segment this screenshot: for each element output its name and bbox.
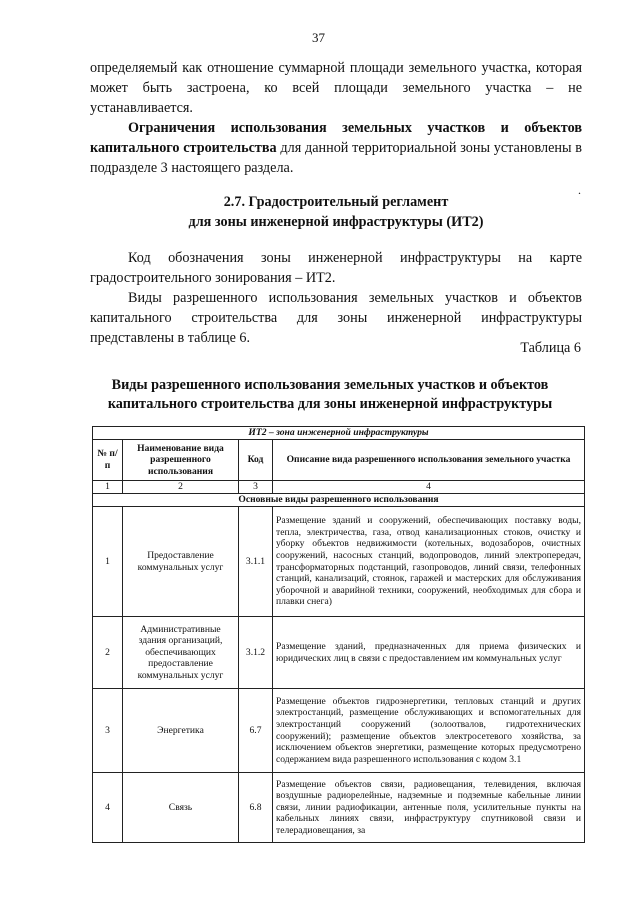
row-num: 3 xyxy=(93,689,123,773)
row-num: 2 xyxy=(93,617,123,689)
intro-paragraph: определяемый как отношение суммарной площади земельного участка, которая может быть застроена, ко всей площади земельного участка – не устанавливается. xyxy=(90,60,582,116)
code-paragraph: Код обозначения зоны инженерной инфраструктуры на карте градостроительного зонирования – ИТ2. xyxy=(90,250,582,286)
table-row xyxy=(93,507,585,617)
row-desc: Размещение объектов связи, радиовещания, телевидения, включая воздушные радиорелейные, надземные и подземные кабельные линии связи, линии радиофикации, антенные поля, усилительные пункты на кабельных линиях связи, инфраструктуру спутниковой связи и телерадиовещания, за xyxy=(273,773,585,843)
row-desc: Размещение объектов гидроэнергетики, тепловых станций и других электростанций, размещение обслуживающих и вспомогательных для электростанций сооружений (золоотвалов, гидротехнических сооружений); размещение объектов электросетевого хозяйства, за исключением объектов энергетики, размещение которых предусмотрено содержанием вида разрешенного использования с кодом 3.1 xyxy=(273,689,585,773)
row-name: Связь xyxy=(123,773,239,843)
section-heading-line1: 2.7. Градостроительный регламент xyxy=(223,194,449,210)
row-desc: Размещение зданий и сооружений, обеспечивающих поставку воды, тепла, электричества, газа, отвод канализационных стоков, очистку и уборку объектов недвижимости (котельных, водозаборов, очистных сооружений, насосных станций, водопроводов, линий электропередач, трансформаторных подстанций, газопроводов, линий связи, телефонных станций, канализаций, стоянок, гаражей и мастерских для обслуживания уборочной и аварийной техники, сооружений, необходимых для сбора и плавки снега) xyxy=(273,507,585,617)
table-row xyxy=(93,617,585,689)
col-number-2: 2 xyxy=(123,481,239,494)
row-code: 6.8 xyxy=(239,773,273,843)
row-code: 3.1.2 xyxy=(239,617,273,689)
regulation-table xyxy=(92,426,585,843)
zone-header: ИТ2 – зона инженерной инфраструктуры xyxy=(93,427,585,440)
header-desc: Описание вида разрешенного использования земельного участка xyxy=(273,440,585,481)
header-code: Код xyxy=(239,440,273,481)
row-num: 4 xyxy=(93,773,123,843)
restrictions-paragraph xyxy=(90,118,582,178)
table-row xyxy=(93,773,585,843)
row-num: 1 xyxy=(93,507,123,617)
restrictions-rest: для данной территориальной зоны установлены в подразделе 3 настоящего раздела. xyxy=(90,140,583,176)
restrictions-bold: Ограничения использования земельных участков и объектов капитального строительства xyxy=(90,120,582,156)
table-label: Таблица 6 xyxy=(520,340,581,356)
row-code: 3.1.1 xyxy=(239,507,273,617)
col-number-3: 3 xyxy=(239,481,273,494)
row-name: Предоставление коммунальных услуг xyxy=(123,507,239,617)
section-label: Основные виды разрешенного использования xyxy=(93,494,585,507)
header-num: № п/п xyxy=(93,440,123,481)
row-name: Энергетика xyxy=(123,689,239,773)
row-name: Административные здания организаций, обеспечивающих предоставление коммунальных услуг xyxy=(123,617,239,689)
col-number-4: 4 xyxy=(273,481,585,494)
row-desc: Размещение зданий, предназначенных для приема физических и юридических лиц в связи с предоставлением им коммунальных услуг xyxy=(273,617,585,689)
header-name: Наименование вида разрешенного использования xyxy=(123,440,239,481)
section-heading-line2: для зоны инженерной инфраструктуры (ИТ2) xyxy=(188,214,484,230)
row-code: 6.7 xyxy=(239,689,273,773)
table-title: Виды разрешенного использования земельных участков и объектов капитального строительства для зоны инженерной инфраструктуры xyxy=(107,377,553,412)
table-row xyxy=(93,689,585,773)
types-paragraph: Виды разрешенного использования земельных участков и объектов капитального строительства для зоны инженерной инфраструктуры представлены в таблице 6. xyxy=(90,290,582,346)
page-number: 37 xyxy=(312,30,325,45)
stray-mark: . xyxy=(578,183,581,197)
col-number-1: 1 xyxy=(93,481,123,494)
